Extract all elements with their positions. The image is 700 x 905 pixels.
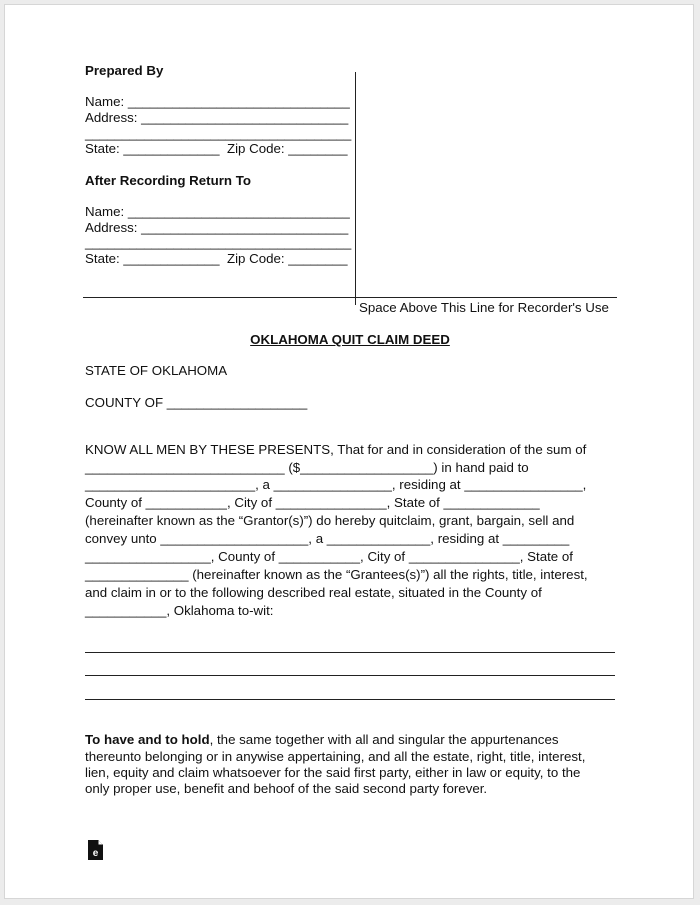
habendum-line: thereunto belonging or in anywise appertaining, and all the estate, right, title, interest, — [85, 749, 586, 764]
habendum-lead: To have and to hold — [85, 732, 210, 747]
eforms-document-icon — [87, 839, 104, 861]
deed-title: OKLAHOMA QUIT CLAIM DEED — [250, 332, 450, 347]
svg-text:e: e — [92, 848, 99, 859]
recorder-box-vertical-rule — [355, 72, 356, 305]
state-line: STATE OF OKLAHOMA — [85, 363, 228, 378]
habendum-line: lien, equity and claim whatsoever for the said first party, either in law or equity, to the — [85, 765, 581, 780]
consideration-line: ______________ (hereinafter known as the “Grantees(s)”) all the rights, title, interest, — [85, 567, 588, 582]
return-to-blank-line: ____________________________________ — [85, 235, 352, 250]
legal-description-line — [85, 652, 615, 653]
consideration-line: County of ___________, City of _______________, State of _____________ — [85, 495, 540, 510]
consideration-line: KNOW ALL MEN BY THESE PRESENTS, That for and in consideration of the sum of — [85, 442, 587, 457]
consideration-line: _______________________, a ________________, residing at ________________, — [85, 477, 587, 492]
habendum-rest: , the same together with all and singular the appurtenances — [209, 732, 559, 747]
legal-description-line — [85, 699, 615, 700]
habendum-line: only proper use, benefit and behoof of the said second party forever. — [85, 781, 488, 796]
prepared-by-heading: Prepared By — [85, 63, 164, 78]
recorder-box-horizontal-rule — [83, 297, 617, 298]
return-to-heading: After Recording Return To — [85, 173, 251, 188]
consideration-line: ___________, Oklahoma to-wit: — [85, 603, 274, 618]
consideration-line: ___________________________ ($__________________) in hand paid to — [85, 460, 529, 475]
county-line: COUNTY OF ___________________ — [85, 395, 308, 410]
recorder-note: Space Above This Line for Recorder's Use — [359, 300, 609, 315]
consideration-line: _________________, County of ___________, City of _______________, State of — [85, 549, 573, 564]
prepared-by-blank-line: ____________________________________ — [85, 126, 352, 141]
return-to-name-line: Name: ______________________________ — [85, 204, 350, 219]
consideration-line: (hereinafter known as the “Grantor(s)”) do hereby quitclaim, grant, bargain, sell and — [85, 513, 575, 528]
prepared-by-state-zip-line: State: _____________ Zip Code: ________ — [85, 141, 348, 156]
habendum-line — [85, 732, 559, 748]
prepared-by-address-line: Address: ____________________________ — [85, 110, 349, 125]
deed-page — [4, 4, 694, 899]
consideration-line: convey unto ____________________, a ______________, residing at _________ — [85, 531, 570, 546]
return-to-address-line: Address: ____________________________ — [85, 220, 349, 235]
consideration-line: and claim in or to the following described real estate, situated in the County of — [85, 585, 542, 600]
prepared-by-name-line: Name: ______________________________ — [85, 94, 350, 109]
legal-description-line — [85, 675, 615, 676]
return-to-state-zip-line: State: _____________ Zip Code: ________ — [85, 251, 348, 266]
